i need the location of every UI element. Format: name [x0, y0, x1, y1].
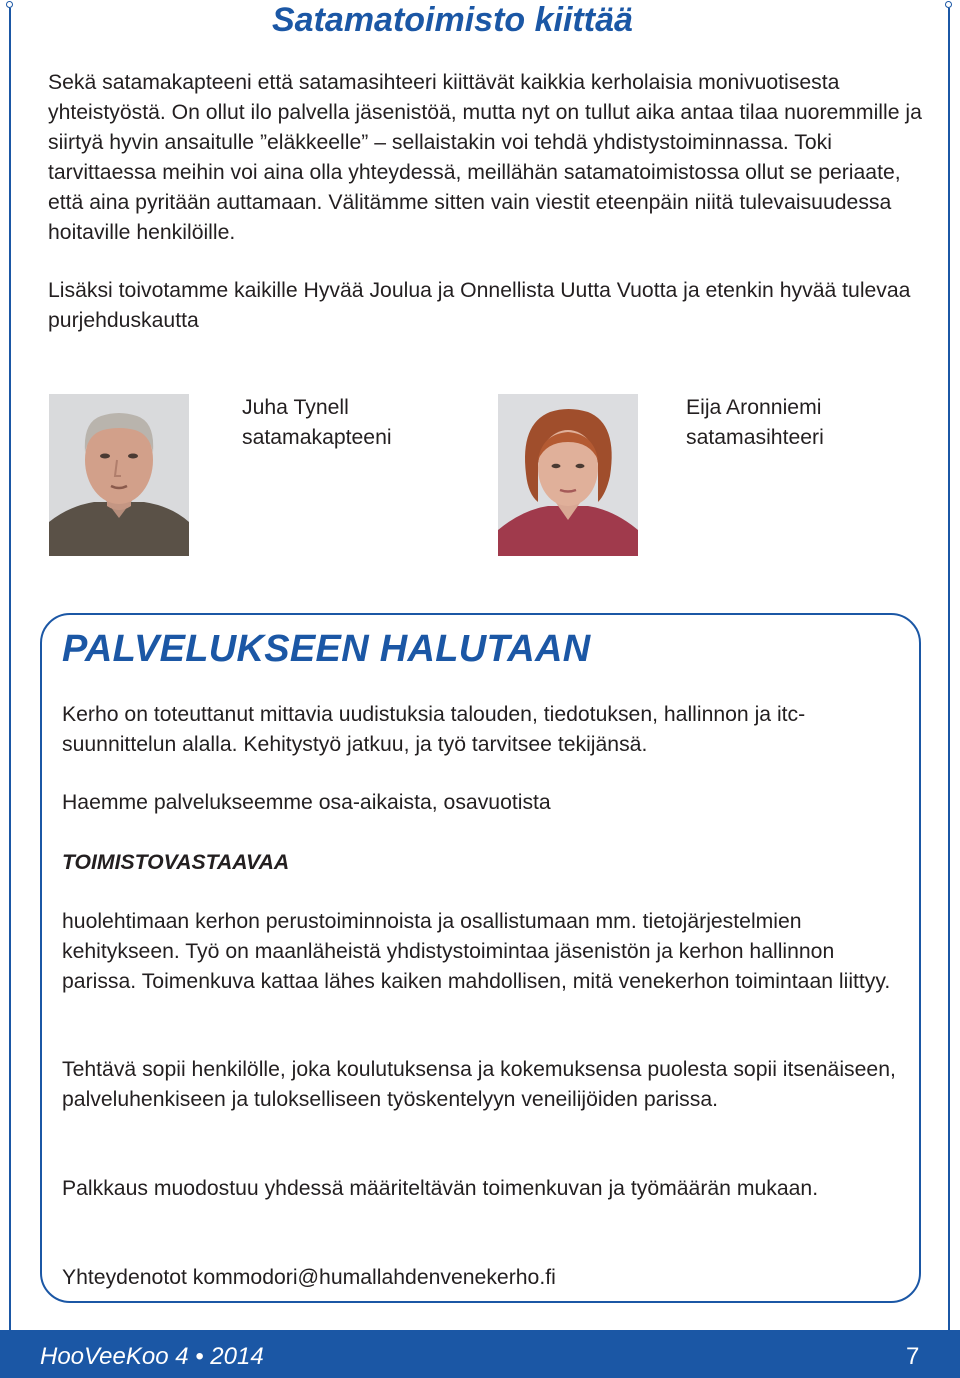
- portrait-photo-eija: [498, 394, 638, 556]
- publication-name: HooVeeKoo 4 • 2014: [40, 1343, 264, 1370]
- right-border-dot: [945, 1, 952, 8]
- job-ad-heading: PALVELUKSEEN HALUTAAN: [62, 628, 591, 670]
- page-title: Satamatoimisto kiittää: [272, 1, 633, 39]
- intro-paragraph: Sekä satamakapteeni että satamasihteeri kiittävät kaikkia kerholaisia monivuotisesta yhteistyöstä. On ollut ilo palvella jäsenistöä, mutta nyt on tullut aika antaa tilaa nuoremmille ja siirtyä hyvin ansaitulle ”eläkkeelle” – sellaistakin voi tehdä yhdistystoiminnassa. Toki tarvittaessa meihin voi aina olla yhteydessä, meillähän satamatoimistossa ollut se periaate, että aina pyritään auttamaan. Välitämme sitten vain viestit eteenpäin niitä tulevaisuudessa hoitaville henkilöille.: [48, 71, 922, 244]
- right-border-line: [948, 8, 950, 1330]
- page-number: 7: [906, 1343, 920, 1370]
- job-ad-paragraph-intro: Kerho on toteuttanut mittavia uudistuksia talouden, tiedotuksen, hallinnon ja itc-suunnittelun alalla. Kehitystyö jatkuu, ja työ tarvitsee tekijänsä.: [62, 703, 806, 756]
- person-role: satamasihteeri: [686, 426, 824, 449]
- job-ad-contact: Yhteydenotot kommodori@humallahdenvenekerho.fi: [62, 1266, 556, 1289]
- left-border-dot: [6, 1, 13, 8]
- job-ad-paragraph-duties: huolehtimaan kerhon perustoiminnoista ja osallistumaan mm. tietojärjestelmien kehitykseen. Työ on maanläheistä yhdistystoimintaa jäsenistön ja kerhon hallinnon parissa. Toimenkuva kattaa lähes kaiken mahdollisen, mitä venekerhon toimintaan liittyy.: [62, 910, 891, 993]
- greeting-paragraph: Lisäksi toivotamme kaikille Hyvää Joulua ja Onnellista Uutta Vuotta ja etenkin hyvää tulevaa purjehduskautta: [48, 279, 911, 332]
- person-caption-eija: [686, 393, 824, 453]
- job-ad-paragraph-seeking: Haemme palvelukseemme osa-aikaista, osavuotista: [62, 791, 551, 814]
- person-name: Eija Aronniemi: [686, 396, 822, 419]
- job-ad-position-title: TOIMISTOVASTAAVAA: [62, 851, 290, 874]
- person-name: Juha Tynell: [242, 396, 349, 419]
- portrait-photo-juha: [49, 394, 189, 556]
- job-ad-paragraph-salary: Palkkaus muodostuu yhdessä määriteltävän toimenkuvan ja työmäärän mukaan.: [62, 1177, 819, 1200]
- left-border-line: [9, 8, 11, 1330]
- page-footer: [0, 1330, 960, 1378]
- job-ad-paragraph-suitability: Tehtävä sopii henkilölle, joka koulutuksensa ja kokemuksensa puolesta sopii itsenäiseen, palveluhenkiseen ja tulokselliseen työskentelyyn veneilijöiden parissa.: [62, 1058, 896, 1111]
- person-role: satamakapteeni: [242, 426, 392, 449]
- person-caption-juha: [242, 393, 392, 453]
